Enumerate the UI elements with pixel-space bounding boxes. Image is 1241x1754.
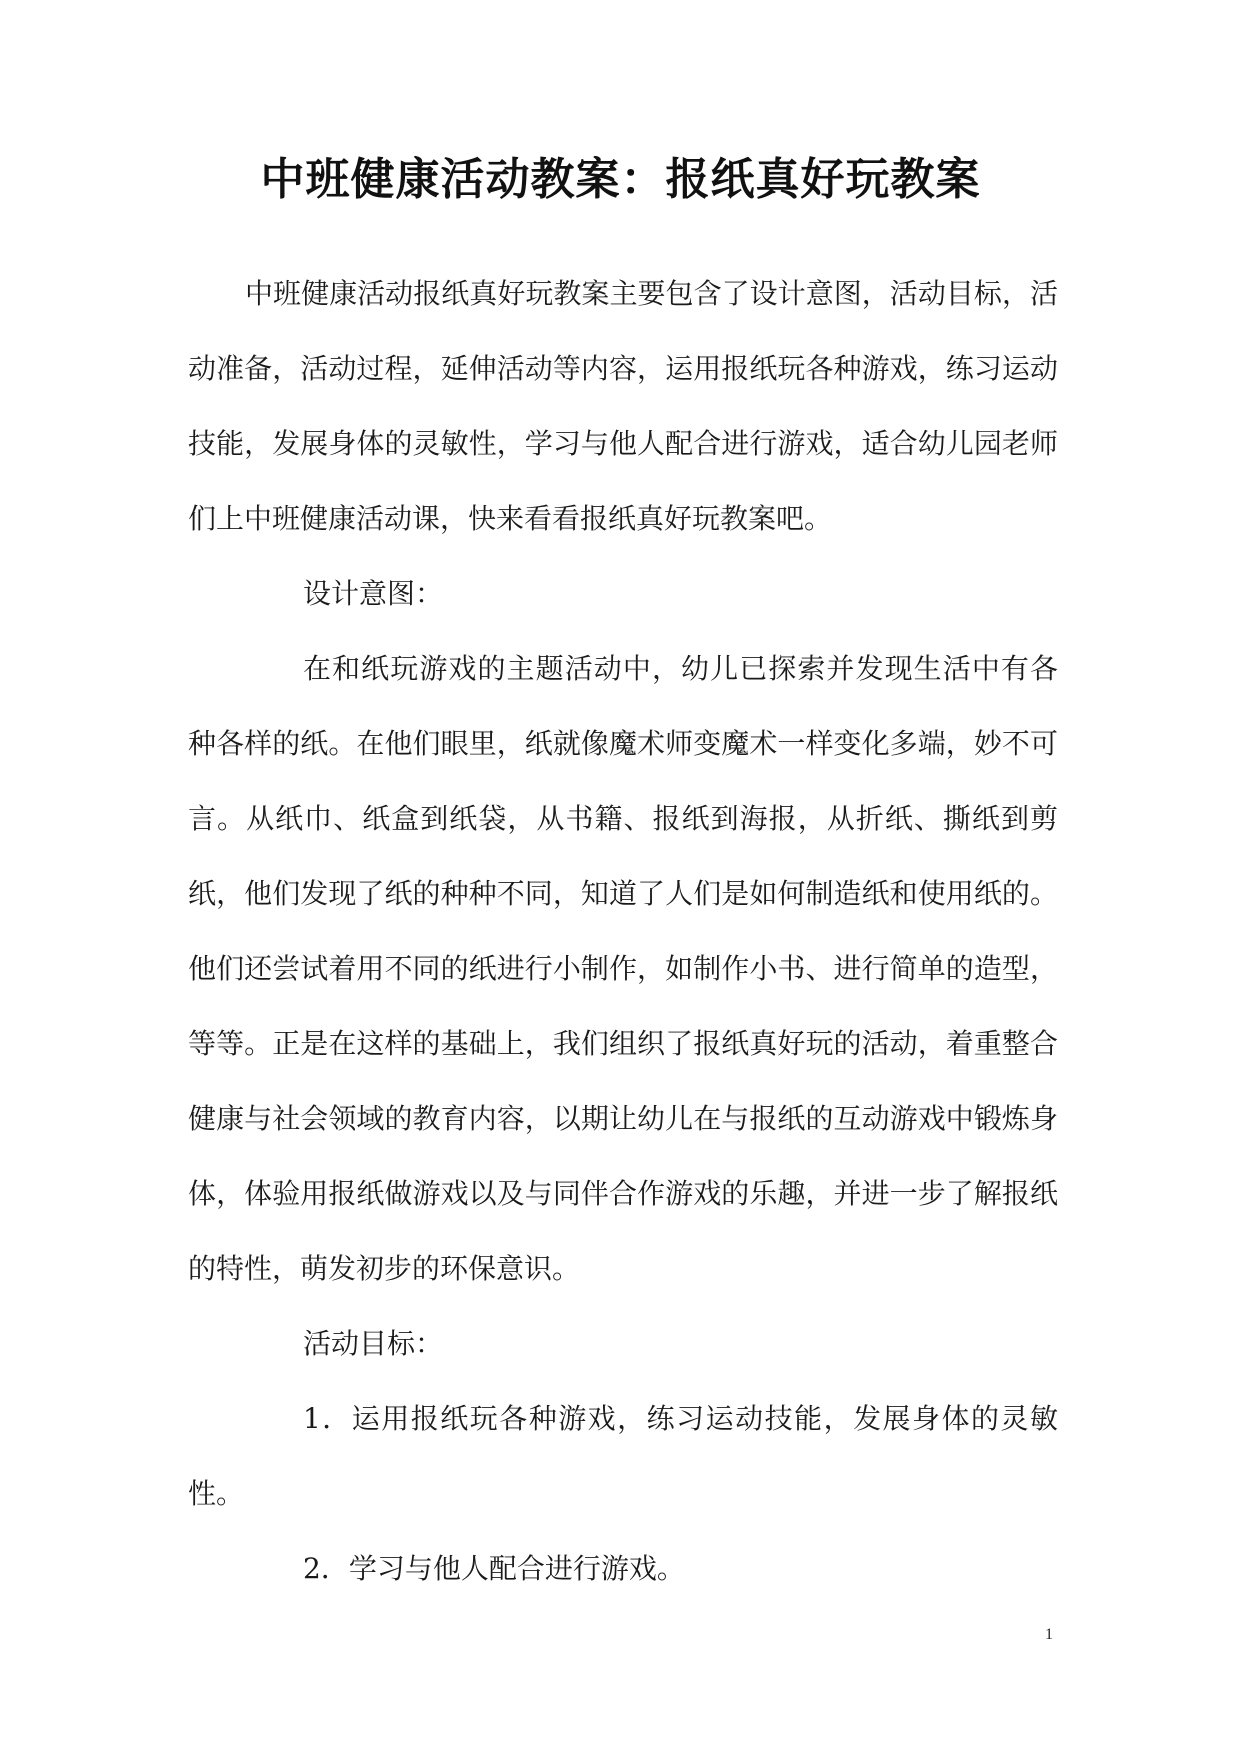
page-number: 1 bbox=[1045, 1626, 1053, 1643]
design-intent-heading: 设计意图： bbox=[303, 577, 444, 610]
intro-paragraph: 中班健康活动报纸真好玩教案主要包含了设计意图，活动目标，活动准备，活动过程，延伸活动等内容，运用报纸玩各种游戏，练习运动技能，发展身体的灵敏性，学习与他人配合进行游戏，适合幼儿园老师们上中班健康活动课，快来看看报纸真好玩教案吧。 bbox=[188, 277, 1058, 535]
document-body bbox=[188, 256, 1058, 1606]
activity-goals-heading: 活动目标： bbox=[303, 1327, 444, 1360]
goal-item-2: 2．学习与他人配合进行游戏。 bbox=[303, 1552, 685, 1585]
goal-item-1: 1．运用报纸玩各种游戏，练习运动技能，发展身体的灵敏性。 bbox=[188, 1402, 1058, 1510]
document-title: 中班健康活动教案：报纸真好玩教案 bbox=[260, 154, 981, 205]
design-intent-paragraph: 在和纸玩游戏的主题活动中，幼儿已探索并发现生活中有各种各样的纸。在他们眼里，纸就像魔术师变魔术一样变化多端，妙不可言。从纸巾、纸盒到纸袋，从书籍、报纸到海报，从折纸、撕纸到剪纸，他们发现了纸的种种不同，知道了人们是如何制造纸和使用纸的。他们还尝试着用不同的纸进行小制作，如制作小书、进行简单的造型，等等。正是在这样的基础上，我们组织了报纸真好玩的活动，着重整合健康与社会领域的教育内容，以期让幼儿在与报纸的互动游戏中锻炼身体，体验用报纸做游戏以及与同伴合作游戏的乐趣，并进一步了解报纸的特性，萌发初步的环保意识。 bbox=[188, 652, 1058, 1285]
